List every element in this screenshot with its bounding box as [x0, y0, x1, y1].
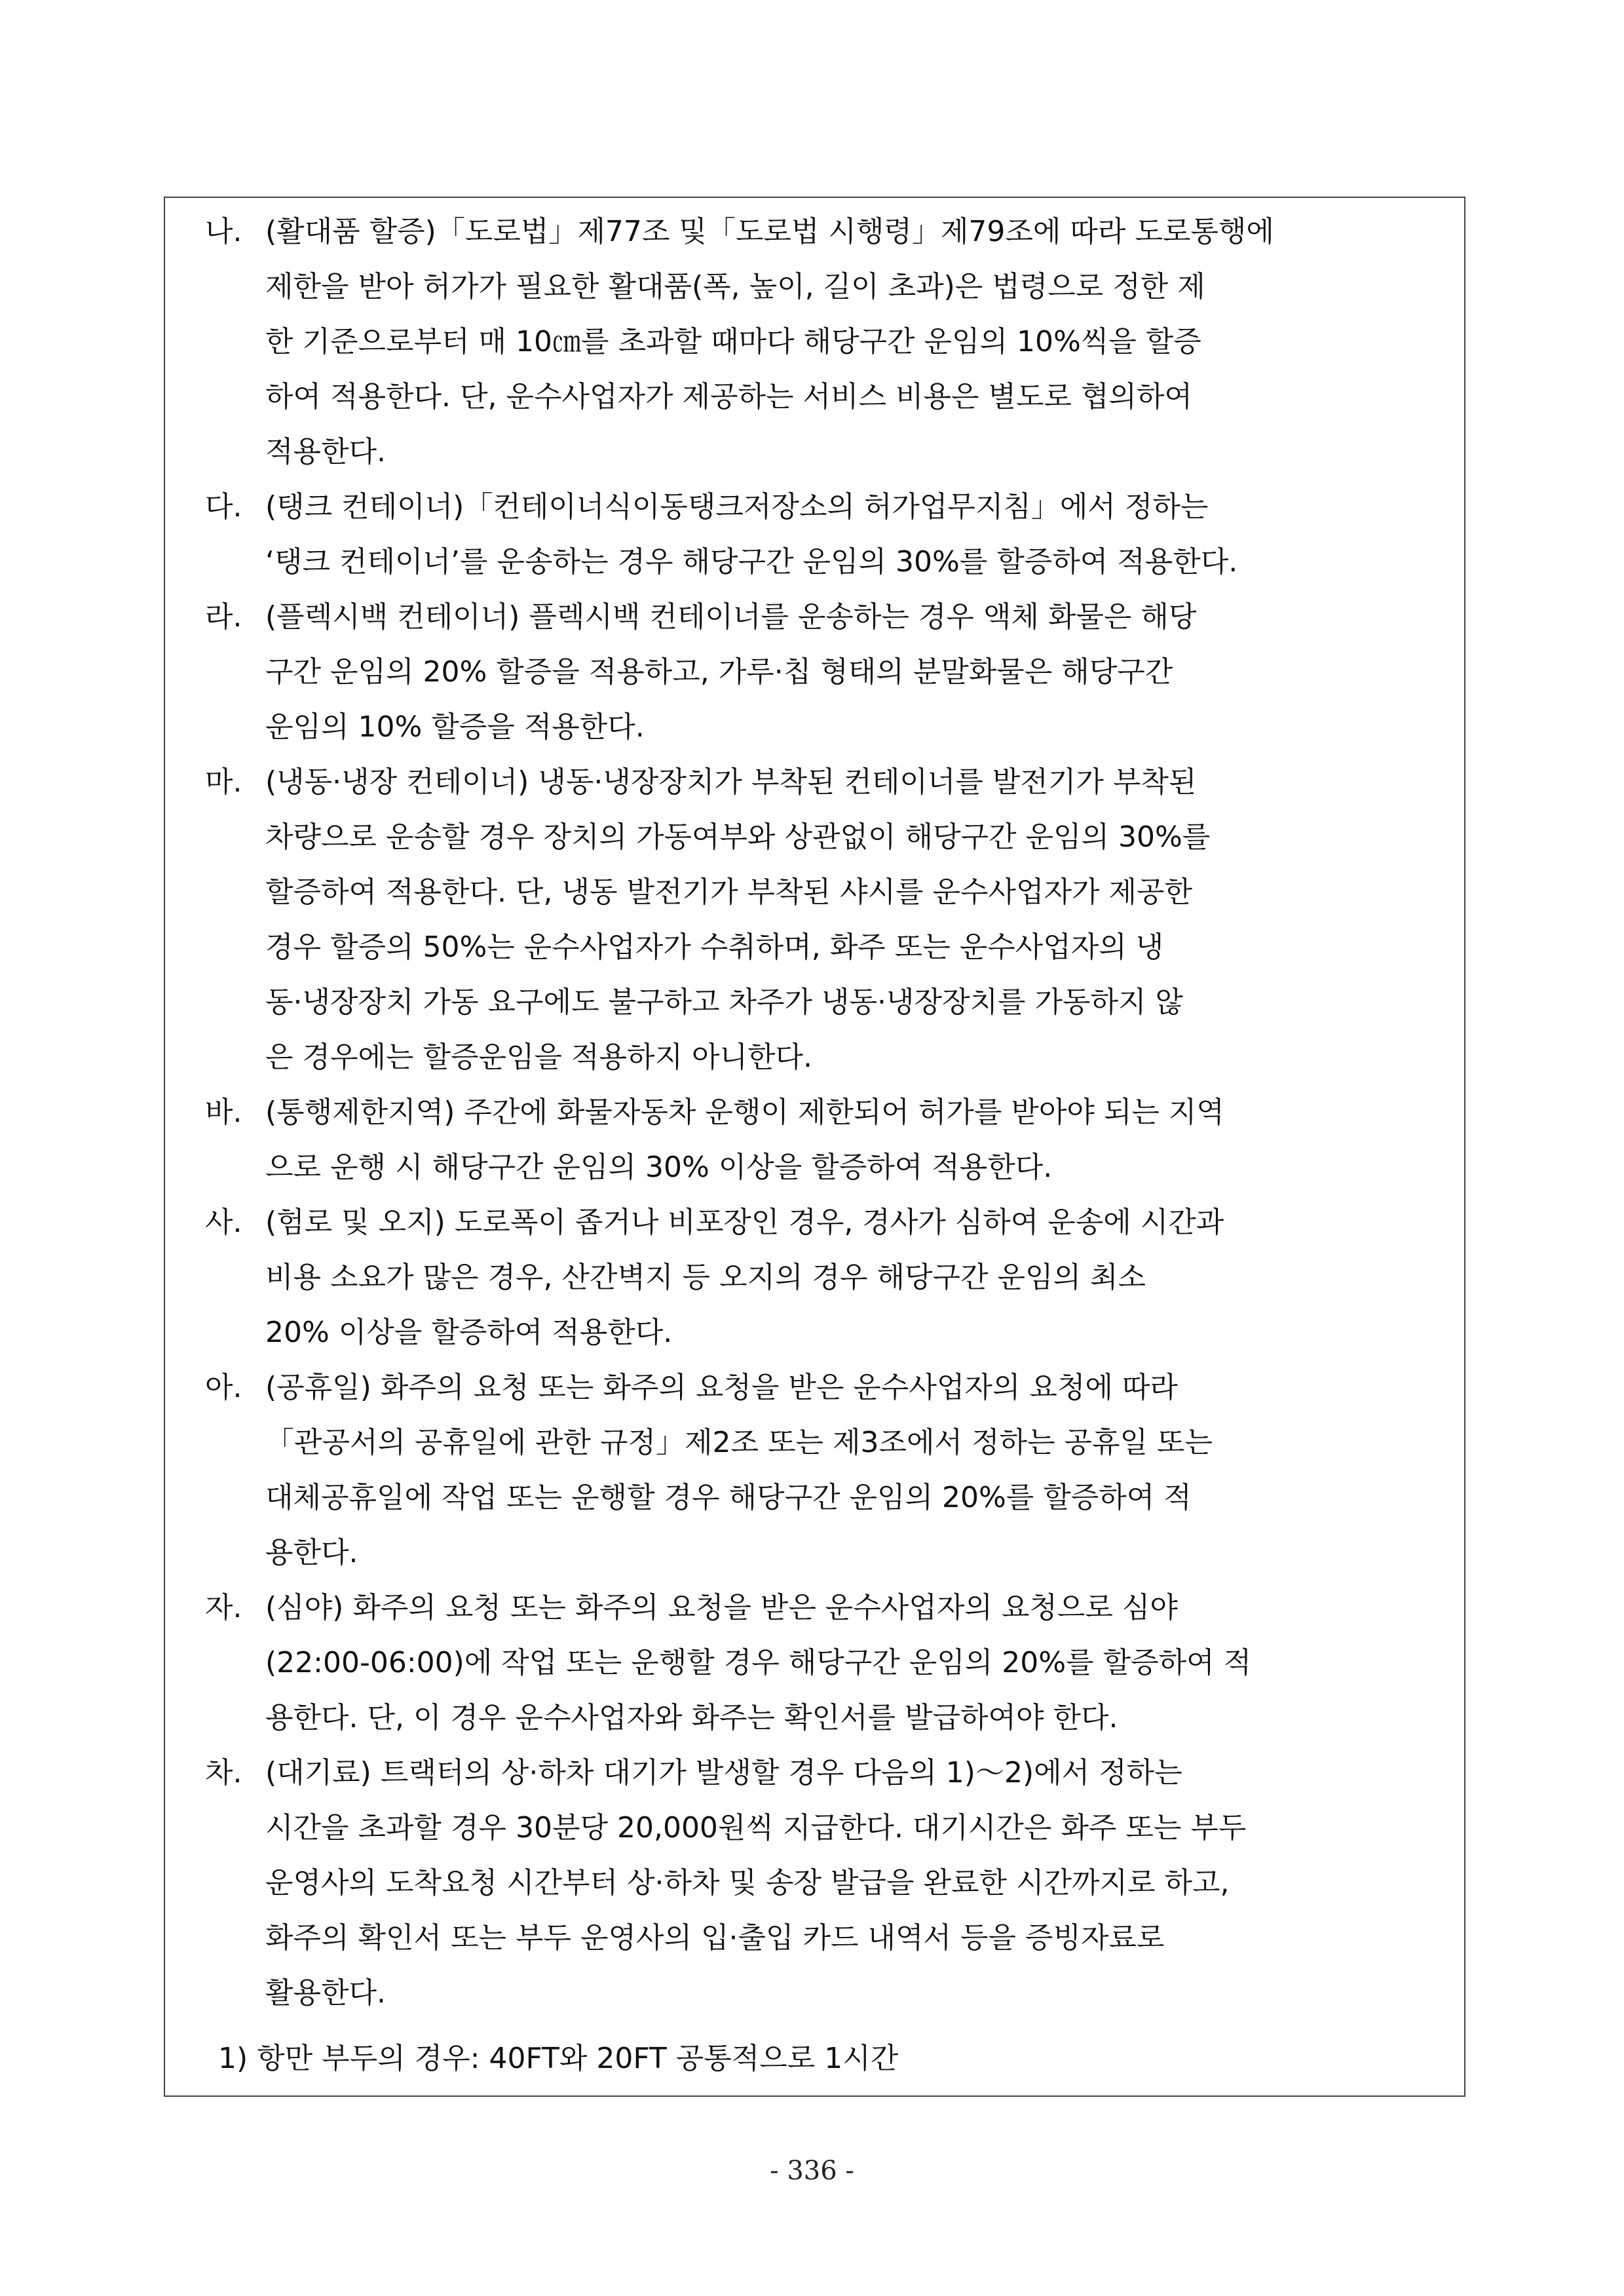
item-marker: 나. [205, 215, 242, 248]
item-text-line: (공휴일) 화주의 요청 또는 화주의 요청을 받은 운수사업자의 요청에 따라 [265, 1371, 1178, 1404]
item-text-line: (22:00-06:00)에 작업 또는 운행할 경우 해당구간 운임의 20%를 할증하여 적 [265, 1646, 1252, 1679]
item-text-line: 「관공서의 공휴일에 관한 규정」제2조 또는 제3조에서 정하는 공휴일 또는 [265, 1426, 1213, 1459]
item-marker: 다. [205, 490, 242, 524]
item-text-line: (험로 및 오지) 도로폭이 좁거나 비포장인 경우, 경사가 심하여 운송에 시간과 [265, 1206, 1224, 1239]
item-text-line: 대체공휴일에 작업 또는 운행할 경우 해당구간 운임의 20%를 할증하여 적 [265, 1481, 1192, 1514]
regulation-item [205, 1195, 1464, 1360]
item-text-line: 은 경우에는 할증운임을 적용하지 아니한다. [265, 1041, 813, 1074]
page-number: - 336 - [770, 2156, 854, 2186]
regulation-item [205, 204, 1464, 480]
item-text-line: ‘탱크 컨테이너’를 운송하는 경우 해당구간 운임의 30%를 할증하여 적용한다. [265, 545, 1238, 579]
item-text-line: 20% 이상을 할증하여 적용한다. [265, 1316, 673, 1349]
item-text-line: (심야) 화주의 요청 또는 화주의 요청을 받은 운수사업자의 요청으로 심야 [265, 1591, 1178, 1624]
item-text-line: (통행제한지역) 주간에 화물자동차 운행이 제한되어 허가를 받아야 되는 지역 [265, 1096, 1224, 1129]
regulation-item [205, 590, 1464, 755]
item-marker: 아. [205, 1371, 242, 1404]
item-text-line: 동·냉장장치 가동 요구에도 불구하고 차주가 냉동·냉장장치를 가동하지 않 [265, 985, 1183, 1019]
item-text-line: 용한다. [265, 1536, 358, 1569]
regulation-item [205, 1085, 1464, 1195]
item-text-line: 적용한다. [265, 435, 387, 469]
regulation-item [205, 755, 1464, 1085]
item-text-line: 할증하여 적용한다. 단, 냉동 발전기가 부착된 샤시를 운수사업자가 제공한 [265, 875, 1192, 909]
item-text-line: 경우 할증의 50%는 운수사업자가 수취하며, 화주 또는 운수사업자의 냉 [265, 930, 1164, 964]
item-text-line: 하여 적용한다. 단, 운수사업자가 제공하는 서비스 비용은 별도로 협의하여 [265, 380, 1192, 413]
item-text-line: (플렉시백 컨테이너) 플렉시백 컨테이너를 운송하는 경우 액체 화물은 해당 [265, 600, 1197, 634]
item-text-line: (활대품 할증)「도로법」제77조 및「도로법 시행령」제79조에 따라 도로통행에 [265, 215, 1274, 248]
item-marker: 차. [205, 1756, 242, 1789]
item-marker: 사. [205, 1206, 242, 1239]
sub-item: 1) 항만 부두의 경우: 40FT와 20FT 공통적으로 1시간 [218, 2042, 899, 2075]
item-marker: 바. [205, 1096, 242, 1129]
regulation-item [205, 480, 1464, 590]
item-text-line: 구간 운임의 20% 할증을 적용하고, 가루·칩 형태의 분말화물은 해당구간 [265, 655, 1173, 689]
item-marker: 자. [205, 1591, 242, 1624]
regulation-item [205, 1360, 1464, 1580]
item-text-line: 비용 소요가 많은 경우, 산간벽지 등 오지의 경우 해당구간 운임의 최소 [265, 1261, 1146, 1294]
item-text-line: (탱크 컨테이너)「컨테이너식이동탱크저장소의 허가업무지침」에서 정하는 [265, 490, 1209, 524]
regulation-item [205, 1580, 1464, 1746]
item-text-line: 시간을 초과할 경우 30분당 20,000원씩 지급한다. 대기시간은 화주 또는 부두 [265, 1811, 1247, 1845]
item-text-line: 한 기준으로부터 매 10㎝를 초과할 때마다 해당구간 운임의 10%씩을 할증 [265, 325, 1201, 358]
item-text-line: (냉동·냉장 컨테이너) 냉동·냉장장치가 부착된 컨테이너를 발전기가 부착된 [265, 765, 1197, 799]
item-text-line: 활용한다. [265, 1976, 387, 2010]
item-text-line: 화주의 확인서 또는 부두 운영사의 입·출입 카드 내역서 등을 증빙자료로 [265, 1921, 1165, 1955]
item-marker: 라. [205, 600, 242, 634]
regulation-item [205, 1746, 1464, 2021]
item-marker: 마. [205, 765, 242, 799]
item-text-line: (대기료) 트랙터의 상·하차 대기가 발생할 경우 다음의 1)～2)에서 정하는 [265, 1756, 1182, 1789]
item-text-line: 운영사의 도착요청 시간부터 상·하차 및 송장 발급을 완료한 시간까지로 하고, [265, 1866, 1230, 1900]
item-text-line: 차량으로 운송할 경우 장치의 가동여부와 상관없이 해당구간 운임의 30%를 [265, 820, 1211, 854]
item-text-line: 으로 운행 시 해당구간 운임의 30% 이상을 할증하여 적용한다. [265, 1151, 1053, 1184]
item-text-line: 용한다. 단, 이 경우 운수사업자와 화주는 확인서를 발급하여야 한다. [265, 1701, 1118, 1734]
item-text-line: 제한을 받아 허가가 필요한 활대품(폭, 높이, 길이 초과)은 법령으로 정한 제 [265, 270, 1205, 303]
item-text-line: 운임의 10% 할증을 적용한다. [265, 710, 645, 744]
